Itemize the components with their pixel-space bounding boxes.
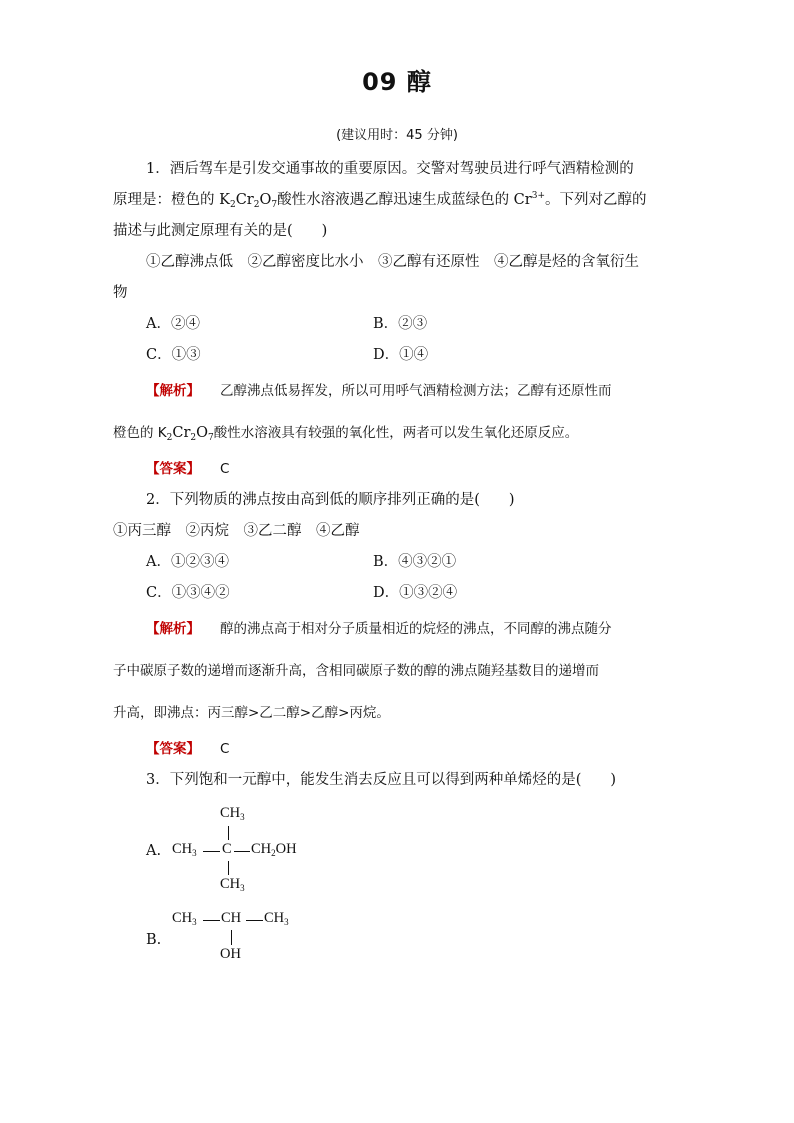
q1-statements-cont: 物 (113, 285, 128, 301)
q1-stem-line2: 原理是：橙色的 $K_2Cr_2O_7$酸性水溶液遇乙醇迅速生成蓝绿色的 $Cr^{3+}$。下列对乙醇的 (113, 191, 647, 210)
q2-substances: ①丙三醇 ②丙烷 ③乙二醇 ④乙醇 (113, 523, 360, 539)
q2-option-c: C．①③④② (146, 585, 230, 601)
q2-stem: 2．下列物质的沸点按由高到低的顺序排列正确的是( ) (146, 492, 515, 508)
document-page: 09 醇 (建议用时：45 分钟) 1．酒后驾车是引发交通事故的重要原因。交警对驾驶员进行呼气酒精检测的 原理是：橙色的 $K_2Cr_2O_7$酸性水溶液遇乙醇迅速生成蓝绿色的 $Cr^{3+}$。下列对乙醇的 描述与此测定原理有关的是( ) ①乙醇沸点低 ②乙醇密度比水小 ③乙醇有还原性 ④乙醇是烃的含氧衍生 物 A．②④ B．②③ C．①③ D．①④ 【解析】 乙醇沸点低易挥发，所以可用呼气酒精检测方法；乙醇有还原性而 橙色的 $K_2Cr_2O_7$酸性水溶液具有较强的氧化性，两者可以发生氧化还原反应。 【答案】 C 2．下列物质的沸点按由高到低的顺序排列正确的是( ) ①丙三醇 ②丙烷 ③乙二醇 ④乙醇 A．①②③④ B．④③②① C．①③④② D．①③②④ 【解析】 醇的沸点高于相对分子质量相近的烷烃的沸点，不同醇的沸点随分 子中碳原子数的递增而逐渐升高，含相同碳原子数的醇的沸点随羟基数目的递增而 升高，即沸点：丙三醇>乙二醇>乙醇>丙烷。 【答案】 C 3．下列饱和一元醇中，能发生消去反应且可以得到两种单烯烃的是( ) A. $CH_3$ $CH_3$ C $CH_2OH$ $CH_3$ B. $CH_3$ CH $CH_3$ OH (0, 0, 794, 1123)
q1-stem-line3: 描述与此测定原理有关的是( ) (113, 223, 328, 239)
analysis-tag: 【解析】 (146, 383, 200, 399)
q1-option-c: C．①③ (146, 347, 201, 363)
q2-analysis-line2: 子中碳原子数的递增而逐渐升高，含相同碳原子数的醇的沸点随羟基数目的递增而 (113, 663, 599, 679)
q3-stem: 3．下列饱和一元醇中，能发生消去反应且可以得到两种单烯烃的是( ) (146, 772, 617, 788)
q2-option-a: A．①②③④ (146, 554, 229, 570)
answer-tag: 【答案】 (146, 741, 200, 757)
q3-option-b-label: B. (146, 932, 162, 948)
q1-option-d: D．①④ (373, 347, 429, 363)
q2-answer: 【答案】 C (146, 741, 230, 757)
q1-analysis-line1: 【解析】 乙醇沸点低易挥发，所以可用呼气酒精检测方法；乙醇有还原性而 (146, 383, 612, 399)
q1-answer: 【答案】 C (146, 461, 230, 477)
q1-statements: ①乙醇沸点低 ②乙醇密度比水小 ③乙醇有还原性 ④乙醇是烃的含氧衍生 (146, 254, 639, 270)
page-title: 09 醇 (362, 68, 432, 96)
q3-option-a-label: A. (146, 843, 162, 859)
suggested-time: (建议用时：45 分钟) (336, 128, 458, 143)
q2-option-d: D．①③②④ (373, 585, 458, 601)
q2-analysis-line3: 升高，即沸点：丙三醇>乙二醇>乙醇>丙烷。 (113, 705, 390, 721)
q2-option-b: B．④③②① (373, 554, 457, 570)
q2-analysis-line1: 【解析】 醇的沸点高于相对分子质量相近的烷烃的沸点，不同醇的沸点随分 (146, 621, 612, 637)
q1-option-a: A．②④ (146, 316, 200, 332)
q1-option-b: B．②③ (373, 316, 428, 332)
answer-tag: 【答案】 (146, 461, 200, 477)
q1-analysis-line2: 橙色的 $K_2Cr_2O_7$酸性水溶液具有较强的氧化性，两者可以发生氧化还原反应。 (113, 425, 579, 443)
q1-stem-line1: 1．酒后驾车是引发交通事故的重要原因。交警对驾驶员进行呼气酒精检测的 (146, 161, 634, 177)
analysis-tag: 【解析】 (146, 621, 200, 637)
